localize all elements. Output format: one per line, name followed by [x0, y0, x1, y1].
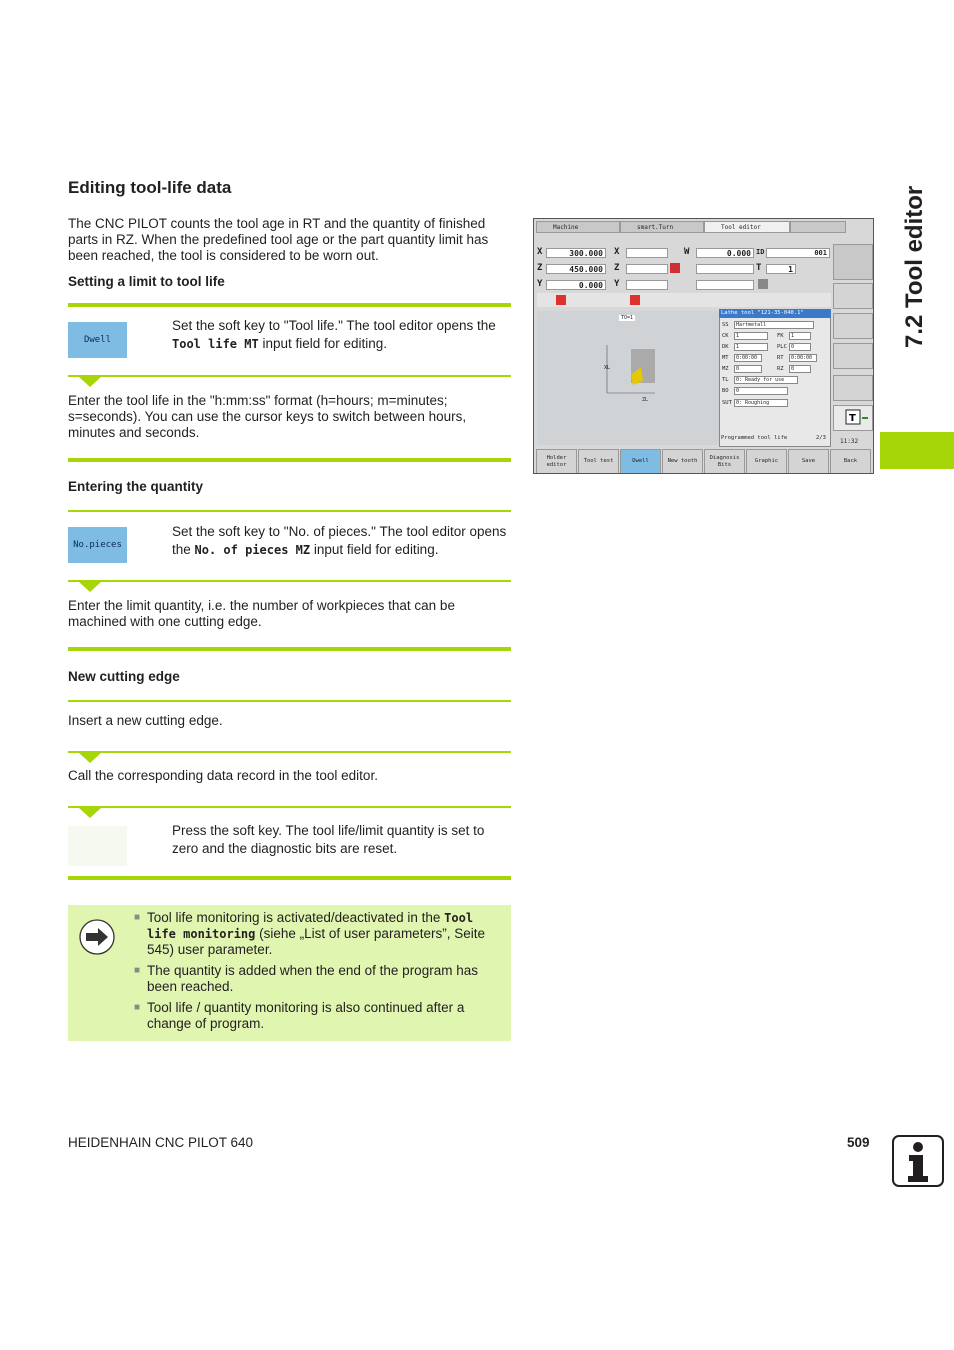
divider — [68, 510, 511, 512]
note-list — [134, 910, 506, 1037]
tool-id-label: TO=1 — [621, 315, 634, 321]
field-ck[interactable]: 1 — [734, 332, 768, 340]
id-value: 001 — [766, 248, 830, 258]
step-instruction: Enter the tool life in the "h:mm:ss" format (h=hours; m=minutes; s=seconds). You can use the cursor keys to switch between hours, minutes and seconds. — [68, 393, 467, 440]
field-sut[interactable]: 0: Roughing — [734, 399, 788, 407]
footer-title: HEIDENHAIN CNC PILOT 640 — [68, 1135, 254, 1150]
softkey-placeholder — [68, 826, 127, 866]
field-label: BO — [722, 388, 729, 394]
tab-save-icon[interactable] — [790, 221, 846, 233]
field-label: SUT — [722, 400, 732, 406]
side-button[interactable] — [833, 375, 873, 401]
empty-field — [696, 280, 754, 290]
softkey-back[interactable]: Back — [830, 449, 871, 474]
divider — [68, 375, 511, 377]
step-text: Set the soft key to "Tool life." The tool editor opens the Tool life MT input field for editing. — [172, 318, 496, 351]
softkey-tool-test[interactable]: Tool test — [578, 449, 619, 474]
svg-text:T: T — [849, 413, 856, 424]
no-pieces-softkey[interactable]: No.pieces — [68, 527, 127, 563]
tool-t-icon — [834, 406, 872, 430]
spindle-stop-icon — [630, 295, 640, 305]
axis-label: Z — [537, 263, 543, 273]
feed-row — [537, 293, 831, 307]
empty-field — [696, 264, 754, 274]
softkey-holder-editor[interactable]: Holder editor — [536, 449, 577, 474]
axis-field — [626, 280, 668, 290]
axis-field — [626, 248, 668, 258]
side-button[interactable] — [833, 343, 873, 369]
info-icon — [892, 1135, 944, 1187]
axis-label: Y — [614, 279, 620, 289]
tab-machine[interactable]: Machine — [536, 221, 620, 233]
field-dk[interactable]: 1 — [734, 343, 768, 351]
t-value: 1 — [766, 264, 796, 274]
field-plc[interactable]: 0 — [789, 343, 811, 351]
axis-z-label: ZL — [642, 397, 649, 403]
chapter-tab-marker — [880, 432, 954, 469]
note-item: ■ Tool life monitoring is activated/deactivated in the Tool life monitoring (siehe „List of user parameters”, Seite 545) user parameter. — [134, 910, 506, 958]
section-title-tool-life: Setting a limit to tool life — [68, 274, 225, 289]
field-mt[interactable]: 0:00:00 — [734, 354, 762, 362]
status-left: Programmed tool life — [721, 435, 788, 441]
field-fk[interactable]: 1 — [789, 332, 811, 340]
status-right: 2/3 — [816, 435, 826, 441]
softkey-dwell[interactable]: Dwell — [620, 449, 661, 474]
field-label: MT — [722, 355, 729, 361]
axis-label: X — [537, 247, 543, 257]
field-label: FK — [777, 333, 784, 339]
divider — [68, 580, 511, 582]
note-item: ■ Tool life / quantity monitoring is also continued after a change of program. — [134, 1000, 506, 1032]
field-label: RT — [777, 355, 784, 361]
screenshot-tool-editor — [533, 218, 874, 474]
field-label: DK — [722, 344, 729, 350]
field-label: MZ — [722, 366, 729, 372]
axis-value: 0.000 — [546, 280, 606, 290]
clock-time: 11:32 — [840, 438, 859, 445]
divider — [68, 876, 511, 880]
arrow-right-icon — [78, 918, 116, 956]
step-text: Press the soft key. The tool life/limit quantity is set to zero and the diagnostic bits are reset. — [172, 823, 485, 856]
feed-stop-icon — [556, 295, 566, 305]
divider — [68, 751, 511, 753]
step-instruction: Enter the limit quantity, i.e. the number of workpieces that can be machined with one cutting edge. — [68, 598, 455, 629]
step-arrow-icon — [79, 753, 101, 763]
divider — [68, 647, 511, 651]
divider — [68, 700, 511, 702]
axis-x-label: XL — [604, 365, 611, 371]
field-label: SS — [722, 322, 729, 328]
field-label: RZ — [777, 366, 784, 372]
tool-t-button[interactable] — [833, 405, 873, 431]
divider — [68, 806, 511, 808]
section-title-quantity: Entering the quantity — [68, 479, 203, 494]
tab-smart-turn[interactable]: smart.Turn — [620, 221, 704, 233]
spindle-icon — [758, 279, 768, 289]
field-rt[interactable]: 0:00:00 — [789, 354, 817, 362]
w-label: W — [684, 247, 690, 257]
field-bo[interactable]: 0 — [734, 387, 788, 395]
dwell-softkey[interactable]: Dwell — [68, 322, 127, 358]
axis-field — [626, 264, 668, 274]
softkey-save[interactable]: Save — [788, 449, 829, 474]
id-label: ID — [756, 248, 765, 256]
side-button[interactable] — [833, 313, 873, 339]
step-arrow-icon — [79, 582, 101, 592]
step-text: Set the soft key to "No. of pieces." The tool editor opens the No. of pieces MZ input field for editing. — [172, 524, 507, 557]
step-instruction: Insert a new cutting edge. — [68, 713, 223, 728]
form-title: Lathe tool "121-35-040.1" — [719, 309, 831, 318]
graphic-area — [537, 311, 719, 445]
step-instruction: Call the corresponding data record in the tool editor. — [68, 768, 378, 783]
section-title-new-edge: New cutting edge — [68, 669, 180, 684]
warning-icon — [670, 263, 680, 273]
page-number: 509 — [847, 1135, 870, 1150]
softkey-new-tooth[interactable]: New tooth — [662, 449, 703, 474]
divider — [68, 458, 511, 462]
t-label: T — [756, 263, 762, 273]
page-heading: Editing tool-life data — [68, 178, 232, 197]
field-label: CK — [722, 333, 729, 339]
w-value: 0.000 — [696, 248, 754, 258]
tool-image-button[interactable] — [833, 244, 873, 280]
field-label: TL — [722, 377, 729, 383]
axis-value: 450.000 — [546, 264, 606, 274]
step-arrow-icon — [79, 808, 101, 818]
field-label: PLC — [777, 344, 787, 350]
intro-paragraph: The CNC PILOT counts the tool age in RT and the quantity of finished parts in RZ. When the predefined tool age or the part quantity limit has been reached, the tool is considered to be worn out. — [68, 216, 489, 263]
chapter-title — [880, 180, 940, 350]
field-rz[interactable]: 0 — [789, 365, 811, 373]
axis-label: Z — [614, 263, 620, 273]
field-mz[interactable]: 0 — [734, 365, 762, 373]
softkey-diagnosis-bits[interactable]: Diagnosis Bits — [704, 449, 745, 474]
tab-tool-editor[interactable]: Tool editor — [704, 221, 790, 233]
field-ss[interactable]: Hartmetall — [734, 321, 814, 329]
axis-label: Y — [537, 279, 543, 289]
axis-value: 300.000 — [546, 248, 606, 258]
softkey-graphic[interactable]: Graphic — [746, 449, 787, 474]
step-arrow-icon — [79, 377, 101, 387]
divider — [68, 303, 511, 307]
field-tl[interactable]: 0: Ready for use — [734, 376, 798, 384]
svg-text:7.2 Tool editor: 7.2 Tool editor — [901, 185, 928, 348]
note-box — [68, 905, 511, 1041]
axis-label: X — [614, 247, 620, 257]
note-item: ■ The quantity is added when the end of the program has been reached. — [134, 963, 506, 995]
side-button[interactable] — [833, 283, 873, 309]
